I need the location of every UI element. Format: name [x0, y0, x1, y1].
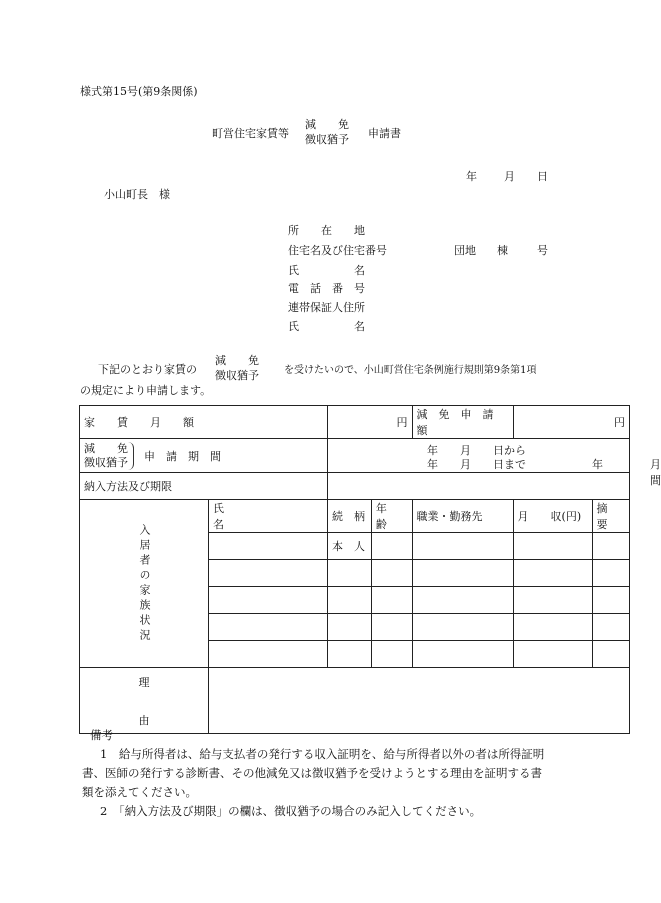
- family-income-cell: [513, 533, 592, 560]
- reason-bottom: 由: [138, 713, 150, 727]
- apply-amount-yen: 円: [513, 406, 629, 439]
- family-age-cell: [371, 641, 412, 668]
- family-age-cell: [371, 560, 412, 587]
- applicant-address-label: 所 在 地: [288, 224, 365, 237]
- body-part2: を受けたいので、小山町営住宅条例施行規則第9条第1項: [284, 365, 537, 376]
- period-options: [84, 442, 134, 470]
- body-part1: 下記のとおり家賃の: [98, 363, 197, 376]
- period-duration-year: 年: [592, 457, 603, 471]
- family-relation-cell: 本 人: [328, 533, 372, 560]
- date-year: 年: [466, 170, 477, 183]
- family-notes-cell: [592, 533, 629, 560]
- family-income-cell: [513, 587, 592, 614]
- period-from: 年 月 日から: [427, 443, 526, 457]
- family-income-cell: [513, 614, 592, 641]
- family-side-label: [80, 500, 209, 668]
- body-option-genmen: 減 免: [215, 354, 259, 367]
- rent-yen: 円: [328, 406, 413, 439]
- family-name-cell: [209, 560, 328, 587]
- family-age-cell: [371, 533, 412, 560]
- family-name-cell: [209, 614, 328, 641]
- family-side-text: 入居者の家族状況: [138, 523, 151, 644]
- payment-label: 納入方法及び期限: [80, 473, 328, 500]
- family-job-cell: [412, 560, 513, 587]
- col-notes: 摘 要: [592, 500, 629, 533]
- family-income-cell: [513, 560, 592, 587]
- family-notes-cell: [592, 560, 629, 587]
- applicant-tou: 棟: [497, 244, 508, 257]
- applicant-gou: 号: [537, 244, 548, 257]
- date-month: 月: [504, 170, 515, 183]
- rent-label: 家 賃 月 額: [80, 406, 328, 439]
- family-name-cell: [209, 641, 328, 668]
- reason-label: [80, 668, 209, 734]
- family-notes-cell: [592, 614, 629, 641]
- period-brace: [128, 442, 134, 470]
- col-name: 氏 名: [209, 500, 328, 533]
- title-options: [305, 117, 349, 147]
- body-option-yuyo: 徴収猶予: [215, 369, 259, 382]
- remarks-title: 備考: [90, 728, 113, 742]
- family-name-cell: [209, 587, 328, 614]
- family-relation-cell: [328, 560, 372, 587]
- family-name-cell: [209, 533, 328, 560]
- col-job: 職業・勤務先: [412, 500, 513, 533]
- period-option-yuyo: 徴収猶予: [84, 455, 128, 469]
- title-prefix: 町営住宅家賃等: [212, 127, 289, 140]
- guarantor-address-label: 連帯保証人住所: [288, 301, 365, 314]
- title-option-genmen: 減 免: [305, 118, 349, 131]
- reason-top: 理: [138, 675, 150, 689]
- form-number: 様式第15号(第9条関係): [80, 85, 198, 98]
- col-income: 月 収(円): [513, 500, 592, 533]
- title-suffix: 申請書: [368, 127, 401, 140]
- apply-amount-label: 減 免 申 請 額: [412, 406, 513, 439]
- reason-value: [209, 668, 630, 734]
- family-age-cell: [371, 614, 412, 641]
- payment-value: [328, 473, 630, 500]
- period-duration-month: 月間: [650, 457, 661, 487]
- applicant-danchi: 団地: [454, 244, 476, 257]
- family-relation-cell: [328, 641, 372, 668]
- family-relation-cell: [328, 587, 372, 614]
- col-age: 年 齢: [371, 500, 412, 533]
- family-age-cell: [371, 587, 412, 614]
- period-value-cell: [328, 439, 661, 487]
- applicant-name-label: 氏 名: [288, 264, 365, 277]
- family-job-cell: [412, 587, 513, 614]
- family-notes-cell: [592, 587, 629, 614]
- applicant-housing-label: 住宅名及び住宅番号: [288, 244, 387, 257]
- guarantor-name-label: 氏 名: [288, 320, 365, 333]
- remarks: [82, 726, 552, 821]
- body-options: [215, 353, 259, 383]
- remarks-item-1: 1 給与所得者は、給与支払者の発行する収入証明を、給与所得者以外の者は所得証明書、医師の発行する診断書、その他減免又は徴収猶予を受けようとする理由を証明する書類を添えてください。: [82, 747, 545, 799]
- family-income-cell: [513, 641, 592, 668]
- family-relation-cell: [328, 614, 372, 641]
- family-job-cell: [412, 533, 513, 560]
- date-day: 日: [537, 170, 548, 183]
- family-job-cell: [412, 641, 513, 668]
- body-line2: の規定により申請します。: [80, 384, 212, 397]
- addressee: 小山町長 様: [104, 188, 170, 201]
- application-table: [79, 405, 661, 734]
- period-option-genmen: 減 免: [84, 441, 128, 455]
- period-label-cell: [80, 439, 328, 473]
- family-notes-cell: [592, 641, 629, 668]
- period-label: 申 請 期 間: [144, 449, 221, 463]
- remarks-item-2: 2 「納入方法及び期限」の欄は、徴収猶予の場合のみ記入してください。: [100, 804, 482, 818]
- applicant-phone-label: 電 話 番 号: [288, 282, 365, 295]
- family-job-cell: [412, 614, 513, 641]
- title-option-yuyo: 徴収猶予: [305, 133, 349, 146]
- col-relation: 続 柄: [328, 500, 372, 533]
- period-to: 年 月 日まで: [427, 457, 526, 471]
